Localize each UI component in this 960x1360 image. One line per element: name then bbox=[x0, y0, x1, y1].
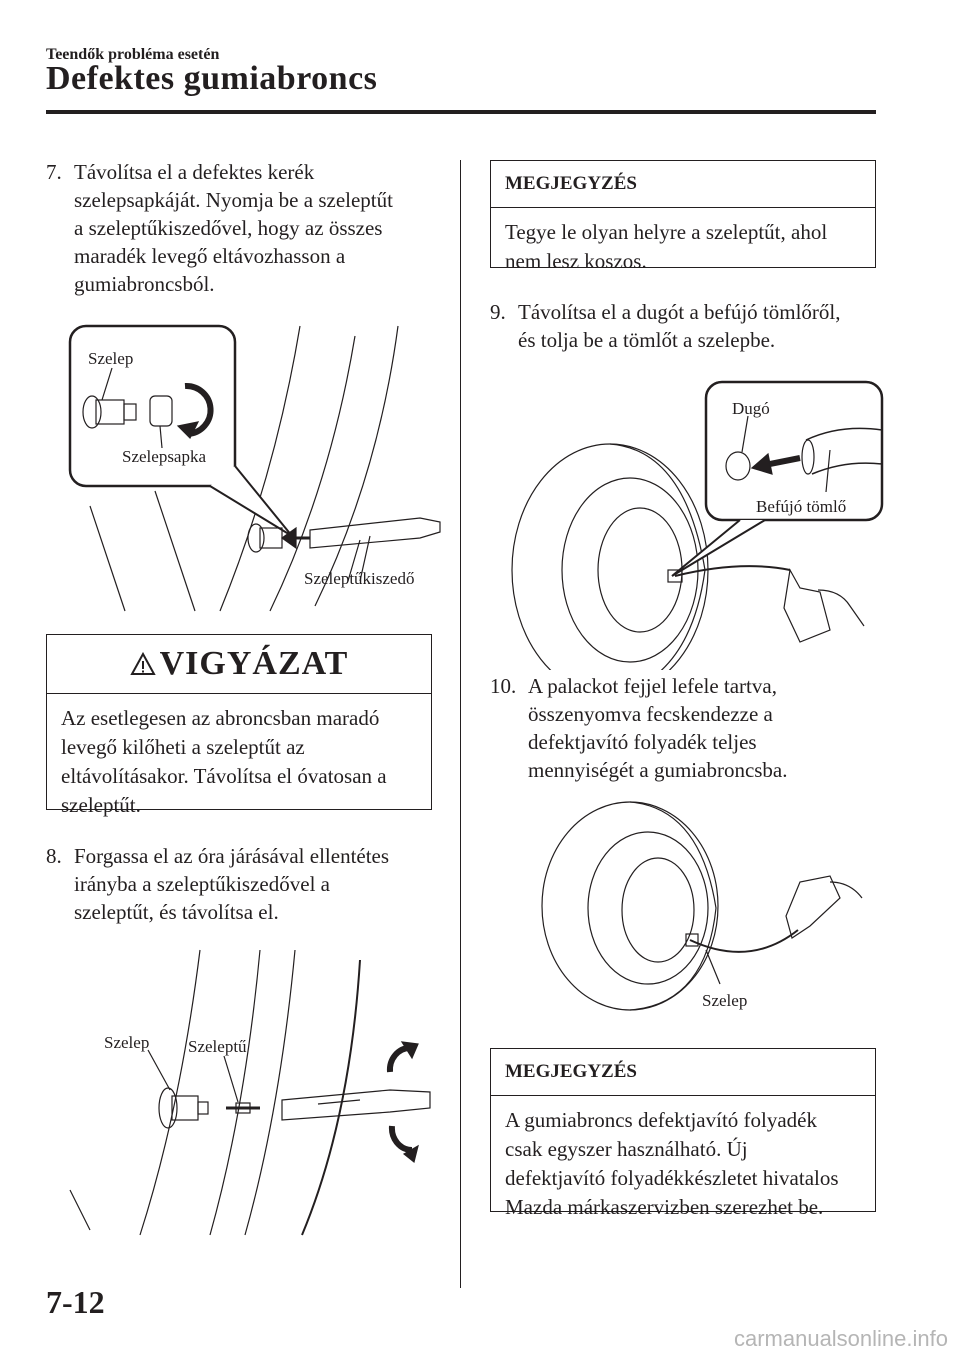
page-title: Defektes gumiabroncs bbox=[46, 60, 378, 97]
warning-triangle-icon bbox=[130, 652, 156, 676]
note-box-2 bbox=[490, 1048, 876, 1219]
page-number: 7-12 bbox=[46, 1284, 105, 1320]
label-inflator-hose: Befújó tömlő bbox=[756, 497, 847, 516]
step-text: Távolítsa el a dugót a befújó tömlőről, és tolja be a tömlőt a szelepbe. bbox=[518, 300, 841, 352]
figure-valve-core-removal bbox=[60, 940, 450, 1240]
section-title: Teendők probléma esetén bbox=[46, 46, 220, 63]
figure-hose-insertion bbox=[500, 380, 890, 670]
warning-text: Az esetlegesen az abroncsban maradó levegő kilőheti a szeleptűt az eltávolításakor. Távolítsa el óvatosan a szeleptűt. bbox=[61, 706, 387, 817]
note-box-1 bbox=[490, 160, 876, 273]
step-7 bbox=[46, 158, 446, 298]
label-valve-tool: Szeleptűkiszedő bbox=[304, 569, 415, 588]
step-10 bbox=[490, 672, 880, 784]
label-valve: Szelep bbox=[104, 1033, 150, 1052]
note-text: Tegye le olyan helyre a szeleptűt, ahol nem lesz koszos. bbox=[505, 220, 828, 273]
label-plug: Dugó bbox=[732, 399, 770, 418]
step-number: 10. bbox=[490, 674, 517, 698]
step-8 bbox=[46, 842, 446, 926]
step-text: A palackot fejjel lefele tartva, összenyomva fecskendezze a defektjavító folyadék teljes mennyiségét a gumiabroncsba. bbox=[528, 674, 788, 782]
figure-sealant-injection bbox=[530, 798, 880, 1030]
note-text: A gumiabroncs defektjavító folyadék csak egyszer használható. Új defektjavító folyadékkészletet hivatalos Mazda márkaszervizben szerezhet be. bbox=[505, 1108, 839, 1219]
note-header: MEGJEGYZÉS bbox=[491, 161, 875, 208]
warning-box bbox=[46, 634, 432, 817]
warning-title: VIGYÁZAT bbox=[159, 645, 349, 682]
label-valve-core: Szeleptű bbox=[188, 1037, 247, 1056]
note-header: MEGJEGYZÉS bbox=[491, 1049, 875, 1096]
figure-valve-cap-removal bbox=[60, 316, 450, 616]
label-valve: Szelep bbox=[88, 349, 134, 368]
label-valve-cap: Szelepsapka bbox=[122, 447, 207, 466]
step-number: 8. bbox=[46, 844, 62, 868]
step-9 bbox=[490, 298, 880, 354]
column-divider bbox=[460, 160, 461, 1288]
step-text: Távolítsa el a defektes kerék szelepsapkáját. Nyomja be a szeleptűt a szeleptűkiszedővel, hogy az összes maradék levegő eltávozhasson a gumiabroncsból. bbox=[74, 160, 393, 296]
step-number: 9. bbox=[490, 300, 506, 324]
step-text: Forgassa el az óra járásával ellentétes irányba a szeleptűkiszedővel a szeleptűt, és távolítsa el. bbox=[74, 844, 390, 924]
title-rule bbox=[46, 110, 876, 114]
watermark: carmanualsonline.info bbox=[733, 1326, 948, 1351]
step-number: 7. bbox=[46, 160, 62, 184]
label-valve: Szelep bbox=[702, 991, 748, 1010]
warning-header bbox=[47, 635, 431, 694]
